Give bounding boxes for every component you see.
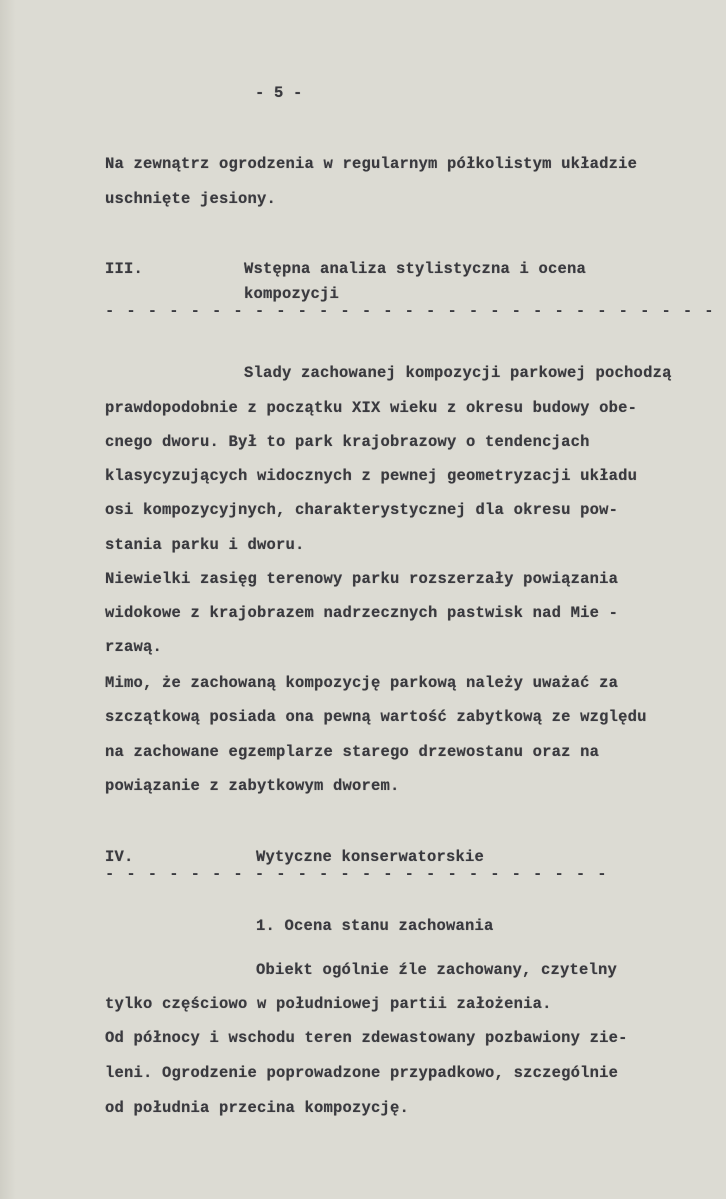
subsection1-title: 1. Ocena stanu zachowania bbox=[256, 917, 494, 935]
body-line-9: rzawą. bbox=[105, 638, 163, 656]
body-line-4: klasycyzujących widocznych z pewnej geometryzacji układu bbox=[105, 467, 638, 485]
section4-rule: - - - - - - - - - - - - - - - - - - - - - - - - bbox=[105, 865, 608, 883]
intro-line-1: Na zewnątrz ogrodzenia w regularnym półkolistym układzie bbox=[105, 155, 638, 173]
body-line-3: cnego dworu. Był to park krajobrazowy o tendencjach bbox=[105, 433, 590, 451]
section4-title: Wytyczne konserwatorskie bbox=[256, 848, 485, 866]
body-line-11: szczątkową posiada ona pewną wartość zabytkową ze względu bbox=[105, 708, 647, 726]
body-line-12: na zachowane egzemplarze starego drzewostanu oraz na bbox=[105, 743, 600, 761]
body-line-10: Mimo, że zachowaną kompozycję parkową należy uważać za bbox=[105, 674, 619, 692]
page-number: - 5 - bbox=[255, 84, 303, 102]
section3-title-line-2: kompozycji bbox=[244, 285, 340, 303]
section4-number: IV. bbox=[105, 848, 134, 866]
body-line-8: widokowe z krajobrazem nadrzecznych pastwisk nad Mie - bbox=[105, 604, 619, 622]
body-line-1: Slady zachowanej kompozycji parkowej pochodzą bbox=[244, 364, 672, 382]
body-line-6: stania parku i dworu. bbox=[105, 536, 305, 554]
body-line-13: powiązanie z zabytkowym dworem. bbox=[105, 777, 400, 795]
subsection1-line-5: od południa przecina kompozycję. bbox=[105, 1099, 410, 1117]
body-line-5: osi kompozycyjnych, charakterystycznej dla okresu pow- bbox=[105, 501, 619, 519]
section3-number: III. bbox=[105, 260, 144, 278]
body-line-7: Niewielki zasięg terenowy parku rozszerzały powiązania bbox=[105, 570, 619, 588]
subsection1-line-4: leni. Ogrodzenie poprowadzone przypadkowo, szczególnie bbox=[105, 1064, 619, 1082]
subsection1-line-3: Od północy i wschodu teren zdewastowany pozbawiony zie- bbox=[105, 1029, 628, 1047]
section3-rule: - - - - - - - - - - - - - - - - - - - - - - - - - - - - - bbox=[105, 302, 715, 320]
intro-line-2: uschnięte jesiony. bbox=[105, 190, 277, 208]
body-line-2: prawdopodobnie z początku XIX wieku z okresu budowy obe- bbox=[105, 399, 638, 417]
subsection1-line-1: Obiekt ogólnie źle zachowany, czytelny bbox=[256, 961, 618, 979]
page-edge bbox=[0, 0, 16, 1199]
section3-title-line-1: Wstępna analiza stylistyczna i ocena bbox=[244, 260, 587, 278]
subsection1-line-2: tylko częściowo w południowej partii założenia. bbox=[105, 995, 552, 1013]
